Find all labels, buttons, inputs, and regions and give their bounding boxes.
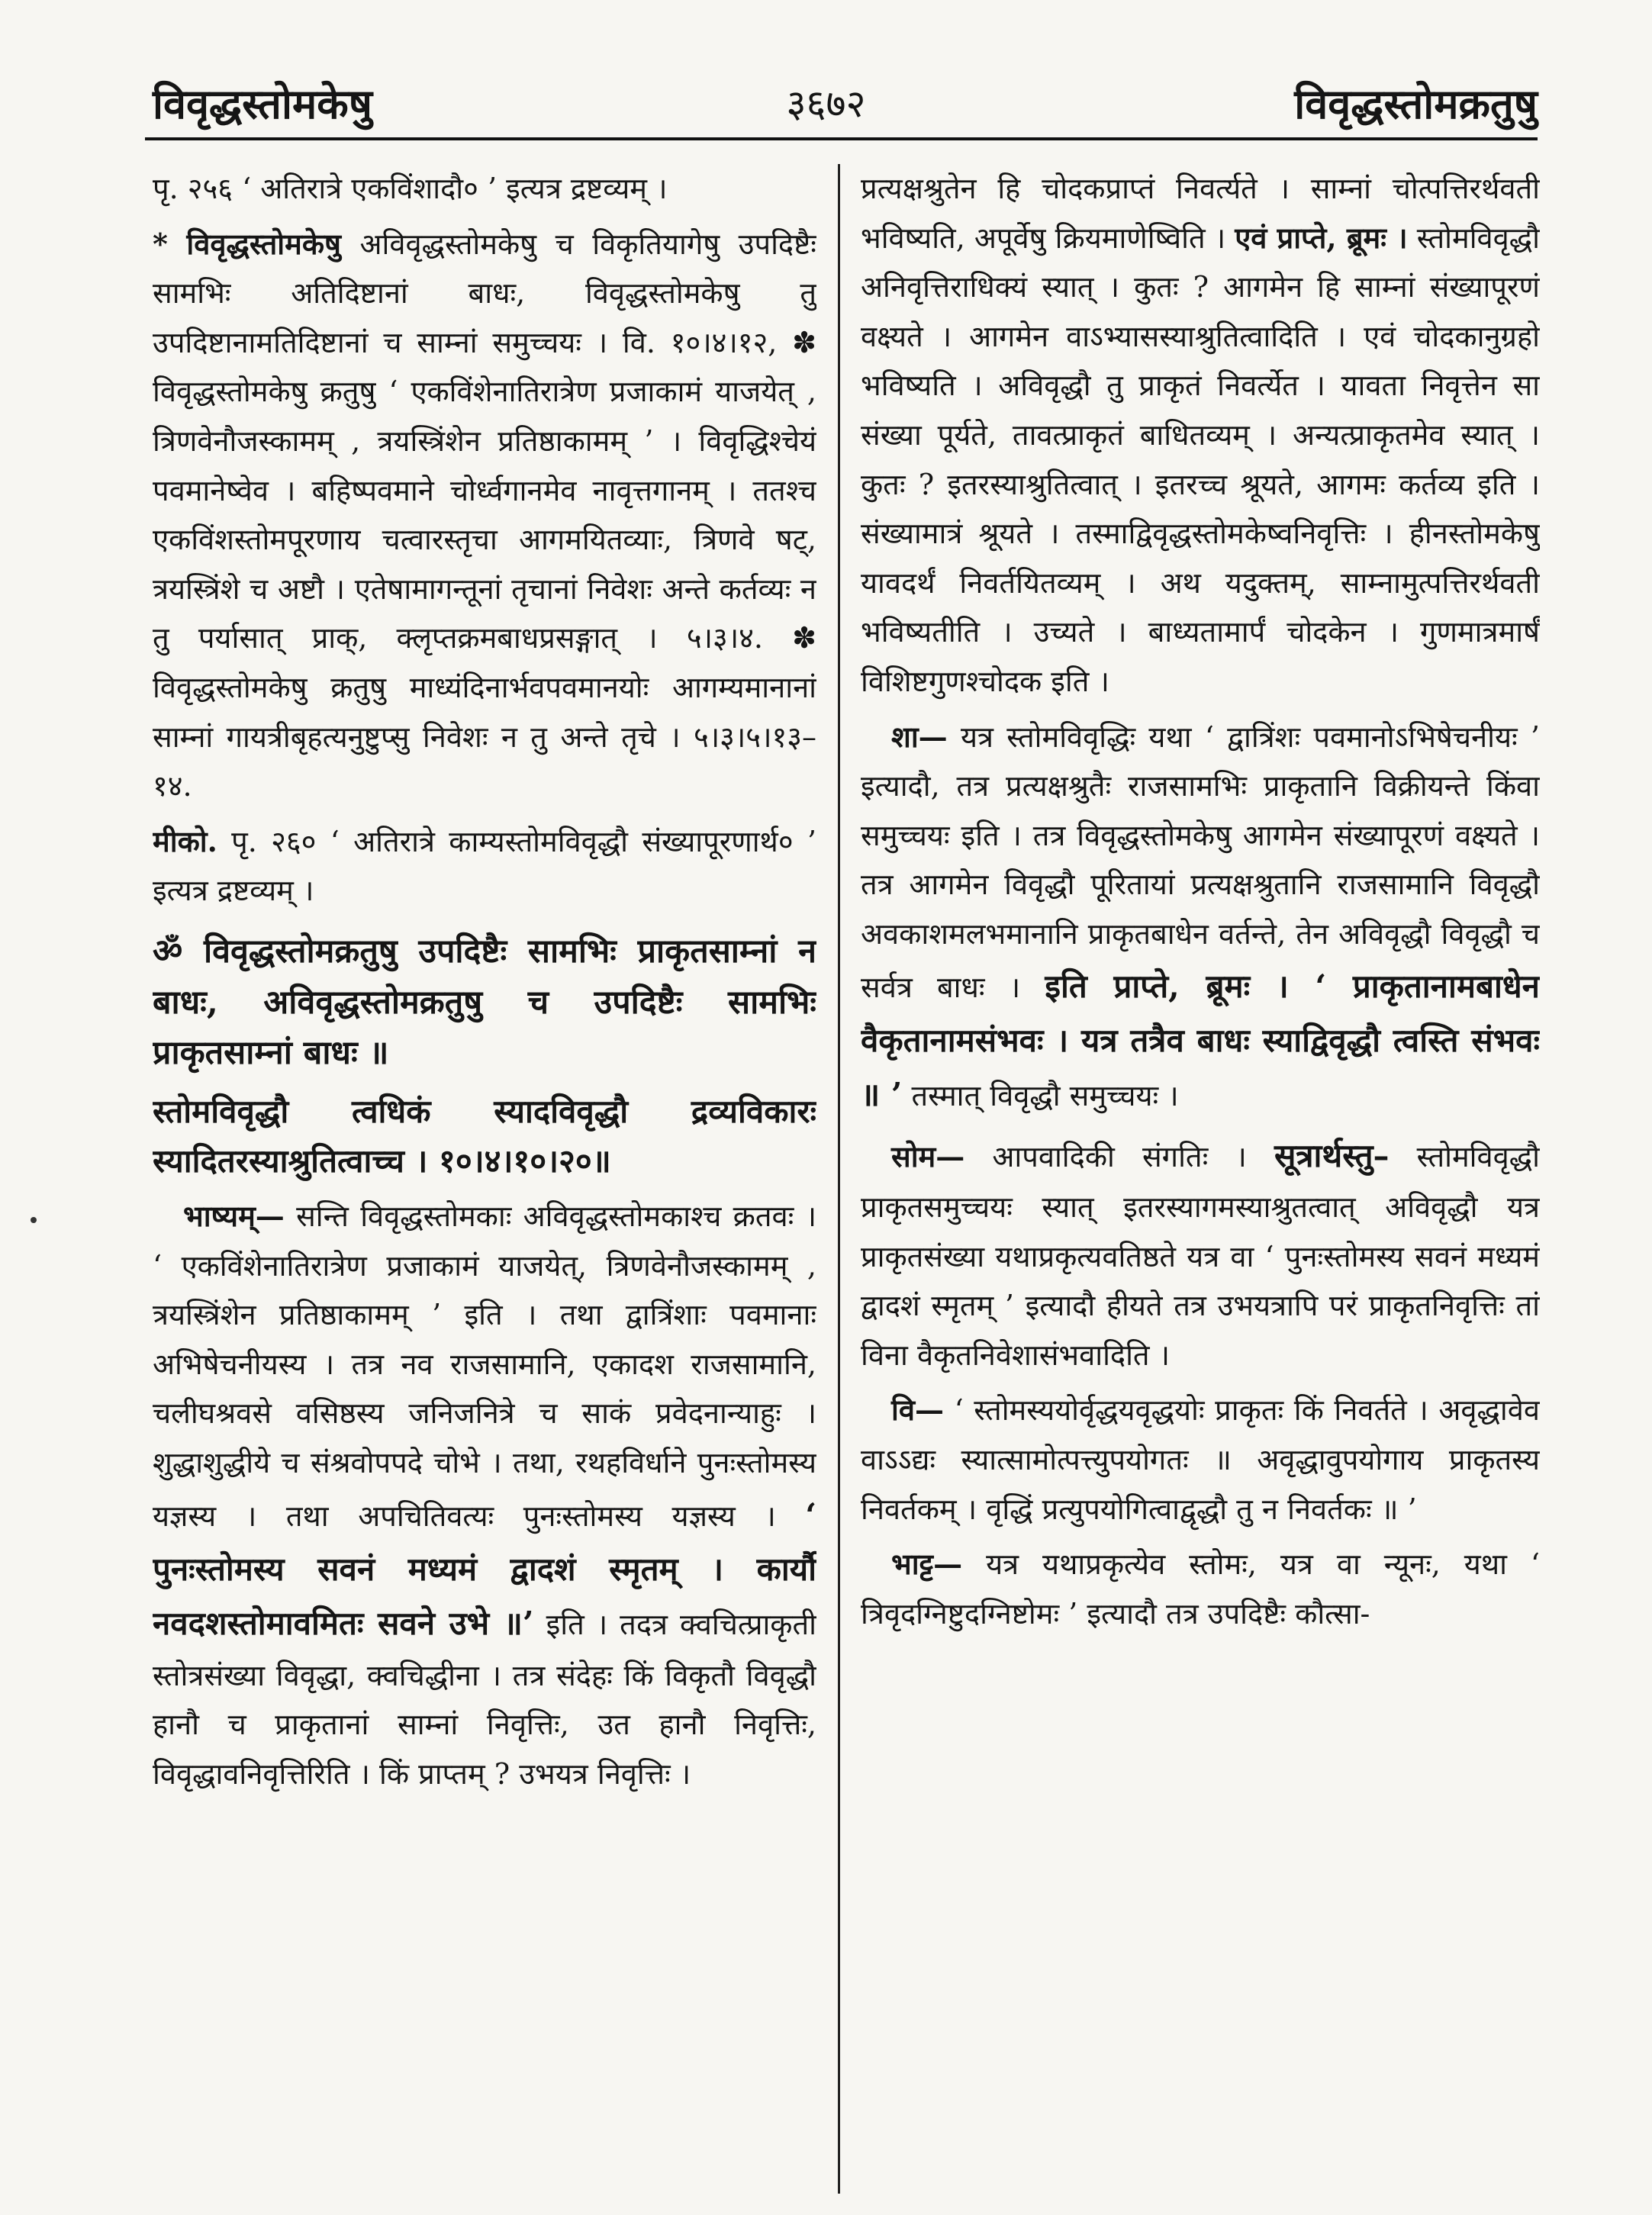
sha-label: शा— (891, 719, 948, 754)
sutra-text: स्तोमविवृद्धौ त्वधिकं स्यादविवृद्धौ द्रव्यविकारः स्यादितरस्याश्रुतित्वाच्च । १०।४।१०।२०॥ (153, 1092, 816, 1180)
reference-paragraph-3 (153, 817, 816, 916)
reference-paragraph-2-head: विवृद्धस्तोमकेषु (186, 226, 341, 261)
bhashya-paragraph (153, 1192, 816, 1799)
om-mark: ॐ (153, 932, 183, 971)
bhatta-body: यत्र यथाप्रकृत्येव स्तोमः, यत्र वा न्यूनः, यथा ‘ त्रिवृदग्निष्टुदग्निष्टोमः ’ इत्यादौ तत्र उपदिष्टैः कौत्सा- (861, 1547, 1540, 1631)
star-mark: * (153, 226, 168, 261)
som-label: सोम— (891, 1138, 965, 1173)
bhatta-label: भाट्ट— (891, 1547, 963, 1582)
bhashya-tail: इति । तदत्र क्वचित्प्राकृती स्तोत्रसंख्या विवृद्धा, क्वचिद्धीना । तत्र संदेहः किं विकृतौ विवृद्धौ हानौ च प्राकृतानां साम्नां निवृत्तिः, उत हानौ निवृत्तिः, विवृद्धावनिवृत्तिरिति । किं प्राप्तम् ? उभयत्र निवृत्तिः । (153, 1608, 816, 1791)
reference-paragraph-1: पृ. २५६ ‘ अतिरात्रे एकविंशादौ० ’ इत्यत्र द्रष्टव्यम् । (153, 172, 668, 205)
topic-heading (153, 926, 816, 1079)
topic-heading-text: विवृद्धस्तोमक्रतुषु उपदिष्टैः सामभिः प्राकृतसाम्नां न बाधः, अविवृद्धस्तोमक्रतुषु च उपदिष्टैः सामभिः प्राकृतसाम्नां बाधः ॥ (153, 932, 816, 1073)
header-left-title: विवृद्धस्तोमकेषु (153, 79, 372, 128)
header-right-title: विवृद्धस्तोमक्रतुषु (1294, 79, 1538, 128)
column-divider (838, 164, 840, 2194)
left-column (153, 164, 816, 2194)
reference-paragraph-3-body: पृ. २६० ‘ अतिरात्रे काम्यस्तोमविवृद्धौ संख्यापूरणार्थ० ’ इत्यत्र द्रष्टव्यम् । (153, 824, 816, 908)
bhashya-quote: ‘ पुनःस्तोमस्य सवनं मध्यमं द्वादशं स्मृतम् । कार्यौ नवदशस्तोमावमितः सवने उभे ॥’ (153, 1495, 816, 1643)
right-column (861, 164, 1540, 2194)
som-body: स्तोमविवृद्धौ प्राकृतसमुच्चयः स्यात् इतरस्यागमस्याश्रुतत्वात् अविवृद्धौ यत्र प्राकृतसंख्या यथाप्रकृत्यवतिष्ठते यत्र वा ‘ पुनःस्तोमस्य सवनं मध्यमं द्वादशं स्मृतम् ’ इत्यादौ हीयते तत्र उभयत्रापि परं प्राकृतनिवृत्तिः तां विना वैकृतनिवेशासंभवादिति । (861, 1139, 1540, 1372)
sha-body: यत्र स्तोमविवृद्धिः यथा ‘ द्वात्रिंशः पवमानोऽभिषेचनीयः ’ इत्यादौ, तत्र प्रत्यक्षश्रुतैः राजसामभिः प्राकृतानि विक्रीयन्ते किंवा समुच्चयः इति । तत्र विवृद्धस्तोमकेषु आगमेन संख्यापूरणं वक्ष्यते । तत्र आगमेन विवृद्धौ पूरितायां प्रत्यक्षश्रुतानि राजसामानि विवृद्धौ अवकाशमलभमानानि प्राकृतबाधेन वर्तन्ते, तेन अविवृद्धौ विवृद्धौ च सर्वत्र बाधः । (861, 720, 1540, 1004)
sha-tail: तस्मात् विवृद्धौ समुच्चयः । (911, 1079, 1179, 1113)
reference-paragraph-2 (153, 220, 816, 811)
vivarana-paragraph (861, 1386, 1540, 1534)
reference-paragraph-2-body: अविवृद्धस्तोमकेषु च विकृतियागेषु उपदिष्टैः सामभिः अतिदिष्टानां बाधः, विवृद्धस्तोमकेषु तु उपदिष्टानामतिदिष्टानां च साम्नां समुच्चयः । वि. १०।४।१२, ✽ विवृद्धस्तोमकेषु क्रतुषु ‘ एकविंशेनातिरात्रेण प्रजाकामं याजयेत् , त्रिणवेनौजस्कामम् , त्रयस्त्रिंशेन प्रतिष्ठाकामम् ’ । विवृद्धिश्चेयं पवमानेष्वेव । बहिष्पवमाने चोर्ध्वगानमेव नावृत्तगानम् । ततश्च एकविंशस्तोमपूरणाय चत्वारस्तृचा आगमयितव्याः, त्रिणवे षट्, त्रयस्त्रिंशे च अष्टौ । एतेषामागन्तूनां तृचानां निवेशः अन्ते कर्तव्यः न तु पर्यासात् प्राक्, क्लृप्तक्रमबाधप्रसङ्गात् । ५।३।४. ✽ विवृद्धस्तोमकेषु क्रतुषु माध्यंदिनार्भवपवमानयोः आगम्यमानानां साम्नां गायत्रीबृहत्यनुष्टुप्सु निवेशः न तु अन्ते तृचे । ५।३।५।१३–१४. (153, 227, 816, 803)
sha-verse: इति प्राप्ते, ब्रूमः । ‘ प्राकृतानामबाधेन वैकृतानामसंभवः । यत्र तत्रैव बाधः स्याद्विवृद्धौ त्वस्ति संभवः ॥ ’ (861, 967, 1540, 1114)
page-number: ३६७२ (786, 82, 866, 126)
bhashya-label: भाष्यम्— (183, 1199, 285, 1234)
somanatha-paragraph (861, 1128, 1540, 1380)
continuation-paragraph (861, 164, 1540, 707)
vi-label: वि— (891, 1392, 944, 1428)
som-sutrartha: सूत्रार्थस्तु– (1274, 1136, 1390, 1174)
shastradipika-paragraph (861, 713, 1540, 1122)
bhatta-paragraph (861, 1540, 1540, 1638)
vi-body: ‘ स्तोमस्ययोर्वृद्धयवृद्धयोः प्राकृतः किं निवर्तते । अवृद्धावेव वाऽऽद्यः स्यात्सामोत्पत्त्युपयोगतः ॥ अवृद्धावुपयोगाय प्राकृतस्य निवर्तकम् । वृद्धिं प्रत्युपयोगित्वाद्वृद्धौ तु न निवर्तकः ॥ ’ (861, 1393, 1540, 1526)
margin-dot (31, 1217, 37, 1223)
header-rule (145, 137, 1538, 140)
siddhanta-marker: एवं प्राप्ते, ब्रूमः । (1235, 220, 1408, 255)
continuation-text: प्रत्यक्षश्रुतेन हि चोदकप्राप्तं निवर्त्यते । साम्नां चोत्पत्तिरर्थवती भविष्यति, अपूर्वेषु क्रियमाणेष्विति । (861, 172, 1540, 255)
reference-paragraph-3-head: मीको. (153, 823, 217, 858)
som-mid: आपवादिकी संगतिः । (992, 1139, 1247, 1173)
bhashya-body: सन्ति विवृद्धस्तोमकाः अविवृद्धस्तोमकाश्च क्रतवः । ‘ एकविंशेनातिरात्रेण प्रजाकामं याजयेत्, त्रिणवेनौजस्कामम् , त्रयस्त्रिंशेन प्रतिष्ठाकामम् ’ इति । तथा द्वात्रिंशाः पवमानाः अभिषेचनीयस्य । तत्र नव राजसामानि, एकादश राजसामानि, चलीघश्रवसे वसिष्ठस्य जनिजनित्रे च साकं प्रवेदनान्याहुः । शुद्धाशुद्धीये च संश्रवोपपदे चोभे । तथा, रथहविर्धाने पुनःस्तोमस्य यज्ञस्य । तथा अपचितिवत्यः पुनःस्तोमस्य यज्ञस्य । (153, 1199, 816, 1533)
siddhanta-text: स्तोमविवृद्धौ अनिवृत्तिराधिक्यं स्यात् । कुतः ? आगमेन हि साम्नां संख्यापूरणं वक्ष्यते । आगमेन वाऽभ्यासस्याश्रुतित्वादिति । एवं चोदकानुग्रहो भविष्यति । अविवृद्धौ तु प्राकृतं निवर्त्येत । यावता निवृत्तेन सा संख्या पूर्यते, तावत्प्राकृतं बाधितव्यम् । अन्यत्प्राकृतमेव स्यात् । कुतः ? इतरस्याश्रुतित्वात् । इतरच्च श्रूयते, आगमः कर्तव्य इति । संख्यामात्रं श्रूयते । तस्माद्विवृद्धस्तोमकेष्वनिवृत्तिः । हीनस्तोमकेषु यावदर्थं निवर्तयितव्यम् । अथ यदुक्तम्, साम्नामुत्पत्तिरर्थवती भविष्यतीति । उच्यते । बाध्यतामार्पं चोदकेन । गुणमात्रमार्षं विशिष्टगुणश्चोदक इति । (861, 221, 1540, 698)
